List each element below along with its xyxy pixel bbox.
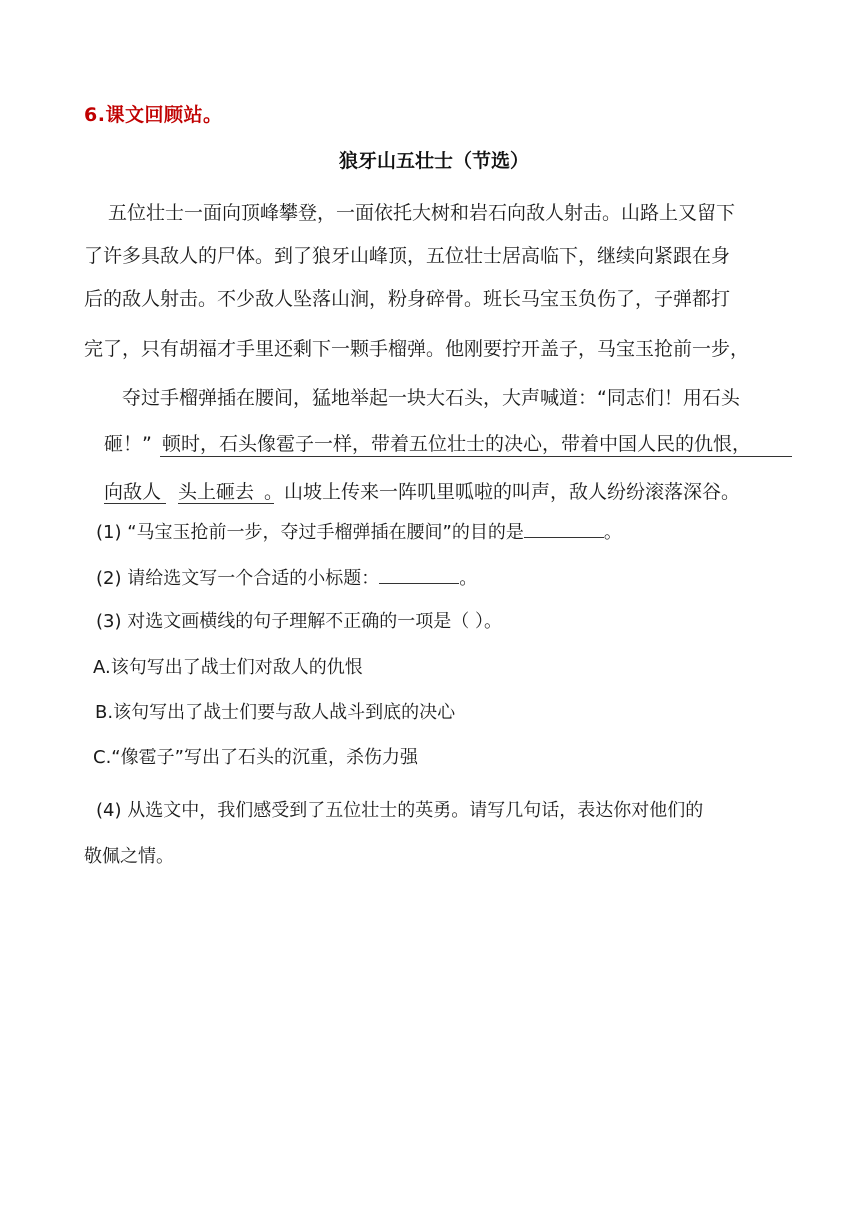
question-2-text: (2) 请给选文写一个合适的小标题： (96, 568, 380, 589)
passage-line-6 (104, 430, 152, 458)
passage-line-2: 了许多具敌人的尸体。到了狼牙山峰顶，五位壮士居高临下，继续向紧跟在身 (84, 245, 731, 267)
underlined-sentence-part-2: 向敌人 (104, 481, 162, 503)
question-4-line-2: 敬佩之情。 (84, 846, 174, 867)
answer-blank-2[interactable] (379, 563, 459, 584)
underline-2 (104, 503, 166, 504)
option-c[interactable]: C.“像雹子”写出了石头的沉重，杀伤力强 (93, 747, 418, 768)
passage-line-5: 夺过手榴弹插在腰间，猛地举起一块大石头，大声喊道：“同志们！用石头 (122, 387, 740, 409)
section-heading: 6.课文回顾站。 (84, 104, 223, 126)
passage-title: 狼牙山五壮士（节选） (338, 150, 529, 172)
question-1-text: (1) “马宝玉抢前一步，夺过手榴弹插在腰间”的目的是 (96, 522, 524, 543)
underline-1 (160, 456, 792, 457)
question-2-end: 。 (459, 568, 478, 589)
question-3: (3) 对选文画横线的句子理解不正确的一项是（ ）。 (96, 611, 502, 632)
underlined-sentence-part-3: 头上砸去 (178, 481, 255, 503)
passage-line-4: 完了，只有胡福才手里还剩下一颗手榴弹。他刚要拧开盖子，马宝玉抢前一步， (84, 338, 750, 360)
question-1 (96, 517, 622, 547)
passage-line-3: 后的敌人射击。不少敌人坠落山涧，粉身碎骨。班长马宝玉负伤了，子弹都打 (84, 288, 731, 310)
passage-line-1: 五位壮士一面向顶峰攀登，一面依托大树和岩石向敌人射击。山路上又留下 (108, 202, 736, 224)
underline-3 (178, 503, 274, 504)
passage-period: 。 (264, 481, 284, 503)
passage-line-7-end: 山坡上传来一阵叽里呱啦的叫声，敌人纷纷滚落深谷。 (284, 481, 741, 503)
underlined-sentence-part-1: 顿时，石头像雹子一样，带着五位壮士的决心，带着中国人民的仇恨， (162, 433, 752, 455)
question-4-line-1: (4) 从选文中，我们感受到了五位壮士的英勇。请写几句话，表达你对他们的 (96, 800, 704, 821)
question-1-end: 。 (603, 522, 622, 543)
option-b[interactable]: B.该句写出了战士们要与敌人战斗到底的决心 (95, 702, 456, 723)
question-2 (96, 563, 477, 593)
option-a[interactable]: A.该句写出了战士们对敌人的仇恨 (93, 657, 363, 678)
answer-blank-1[interactable] (524, 517, 604, 538)
passage-line-6-start: 砸！” (104, 433, 152, 455)
